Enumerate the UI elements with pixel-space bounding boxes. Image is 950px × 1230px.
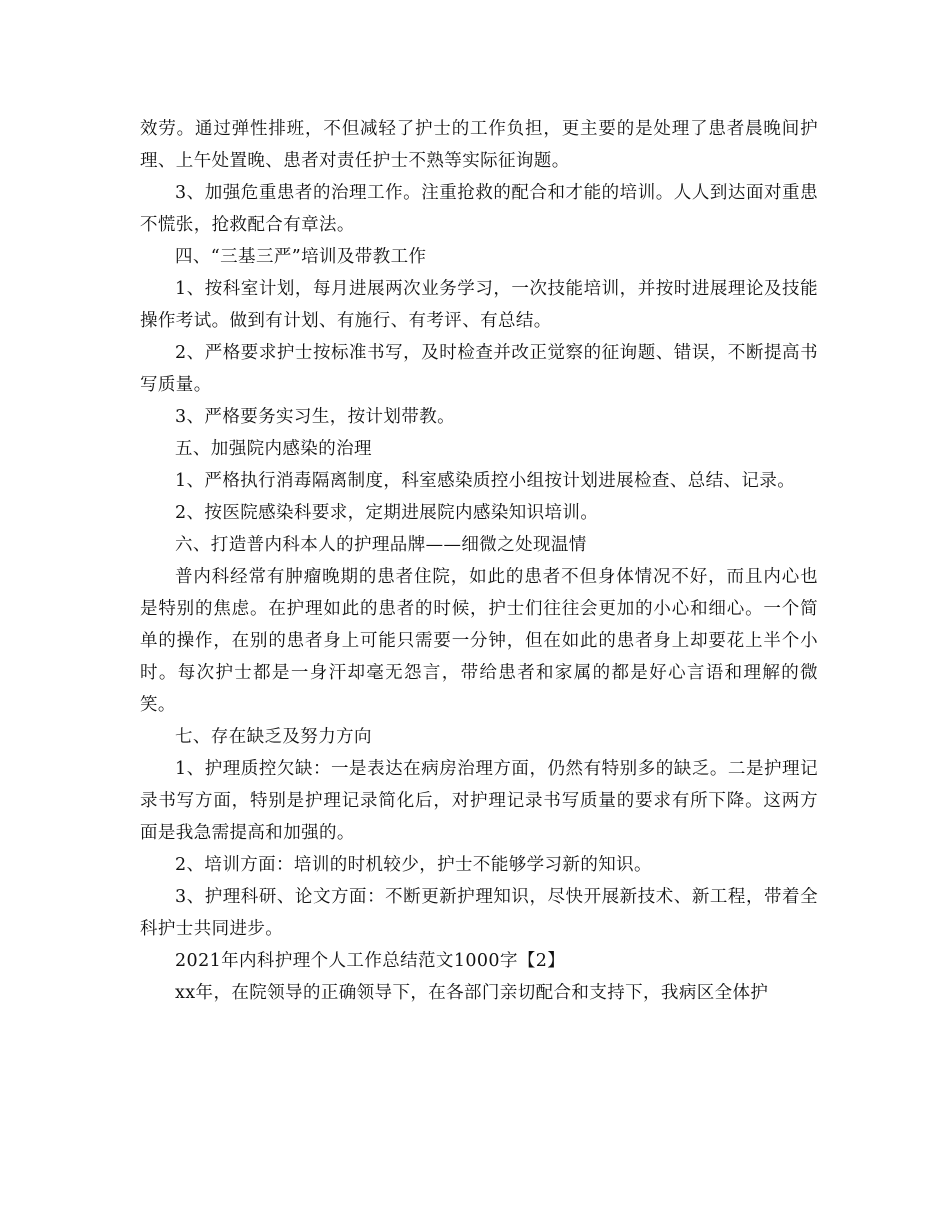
paragraph: 3、护理科研、论文方面：不断更新护理知识，尽快开展新技术、新工程，带着全科护士共同进步。 <box>140 887 818 939</box>
document-title: 2021年内科护理个人工作总结范文1000字【2】 <box>175 951 566 971</box>
paragraph: 2、按医院感染科要求，定期进展院内感染知识培训。 <box>175 503 599 523</box>
paragraph: xx年，在院领导的正确领导下，在各部门亲切配合和支持下，我病区全体护 <box>175 983 769 1003</box>
paragraph: 普内科经常有肿瘤晚期的患者住院，如此的患者不但身体情况不好，而且内心也是特别的焦虑。在护理如此的患者的时候，护士们往往会更加的小心和细心。一个简单的操作，在别的患者身上可能只需要一分钟，但在如此的患者身上却要花上半个小时。每次护士都是一身汗却毫无怨言，带给患者和家属的都是好心言语和理解的微笑。 <box>140 567 818 715</box>
paragraph: 1、严格执行消毒隔离制度，科室感染质控小组按计划进展检查、总结、记录。 <box>175 471 796 491</box>
document-body <box>140 113 818 1009</box>
paragraph: 3、严格要务实习生，按计划带教。 <box>175 407 456 427</box>
section-heading: 六、打造普内科本人的护理品牌——细微之处现温情 <box>175 535 587 555</box>
paragraph-continuation: 效劳。通过弹性排班，不但减轻了护士的工作负担，更主要的是处理了患者晨晚间护理、上午处置晚、患者对责任护士不熟等实际征询题。 <box>140 119 818 171</box>
section-heading: 五、加强院内感染的治理 <box>175 439 372 459</box>
paragraph: 1、护理质控欠缺：一是表达在病房治理方面，仍然有特别多的缺乏。二是护理记录书写方面，特别是护理记录简化后，对护理记录书写质量的要求有所下降。这两方面是我急需提高和加强的。 <box>140 759 818 843</box>
paragraph: 1、按科室计划，每月进展两次业务学习，一次技能培训，并按时进展理论及技能操作考试。做到有计划、有施行、有考评、有总结。 <box>140 279 818 331</box>
paragraph: 3、加强危重患者的治理工作。注重抢救的配合和才能的培训。人人到达面对重患不慌张，抢救配合有章法。 <box>140 183 818 235</box>
section-heading: 七、存在缺乏及努力方向 <box>175 727 372 747</box>
section-heading: 四、“三基三严”培训及带教工作 <box>175 247 427 267</box>
paragraph: 2、培训方面：培训的时机较少，护士不能够学习新的知识。 <box>175 855 652 875</box>
paragraph: 2、严格要求护士按标准书写，及时检查并改正觉察的征询题、错误，不断提高书写质量。 <box>140 343 818 395</box>
